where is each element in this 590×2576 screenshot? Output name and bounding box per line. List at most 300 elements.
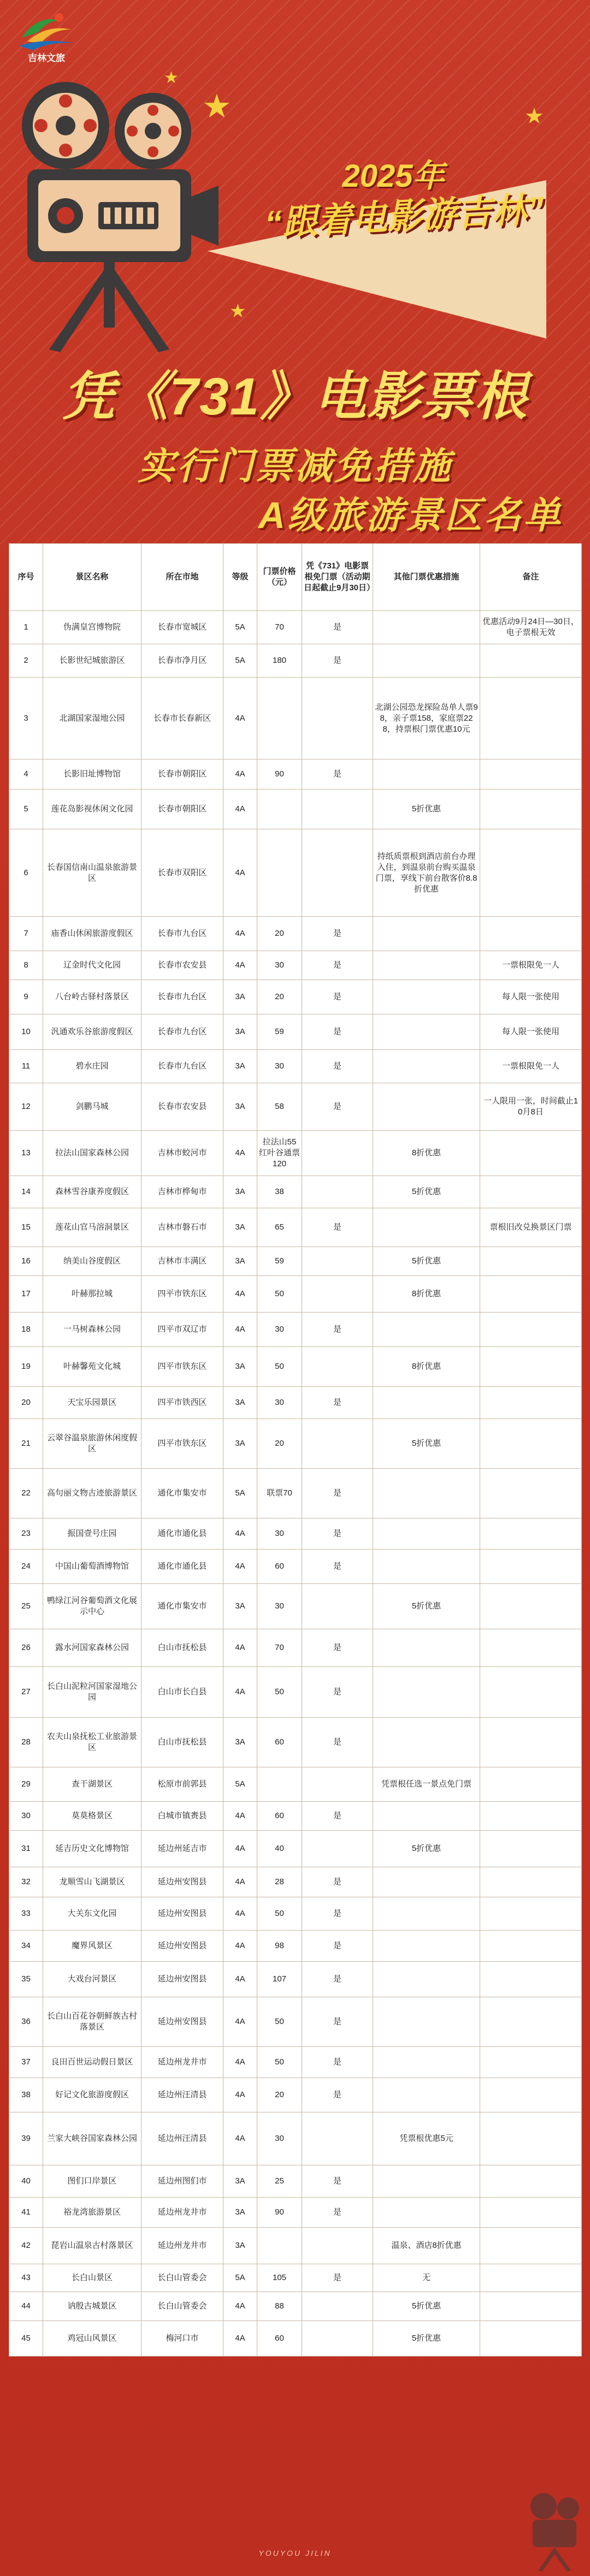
cell-other (373, 917, 480, 951)
table-row (9, 1867, 582, 1897)
cell-free (302, 2321, 373, 2357)
cell-note (480, 759, 582, 790)
cell-free: 是 (302, 1469, 373, 1518)
cell-name: 叶赫那拉城 (43, 1276, 141, 1313)
cell-no: 10 (9, 1014, 43, 1050)
cell-price: 30 (257, 2112, 302, 2165)
cell-price (257, 2228, 302, 2264)
cell-note (480, 1347, 582, 1387)
cell-price: 50 (257, 2047, 302, 2078)
cell-price: 70 (257, 1629, 302, 1667)
cell-city: 通化市集安市 (141, 1469, 223, 1518)
cell-note: 一人限用一张，时间截止10月8日 (480, 1083, 582, 1131)
cell-other: 5折优惠 (373, 1419, 480, 1469)
cell-name: 莫莫格景区 (43, 1802, 141, 1831)
cell-free: 是 (302, 644, 373, 678)
table-row (9, 790, 582, 829)
cell-level: 4A (223, 2047, 257, 2078)
cell-note (480, 2198, 582, 2228)
cell-price: 50 (257, 1347, 302, 1387)
cell-city: 长白山管委会 (141, 2264, 223, 2292)
cell-price: 40 (257, 1831, 302, 1867)
cell-name: 良田百世运动假日景区 (43, 2047, 141, 2078)
cell-name: 鸭绿江河谷葡萄酒文化展示中心 (43, 1584, 141, 1629)
cell-other (373, 1897, 480, 1931)
cell-price: 20 (257, 1419, 302, 1469)
cell-no: 20 (9, 1387, 43, 1419)
cell-free: 是 (302, 1667, 373, 1718)
table-row (9, 1347, 582, 1387)
cell-free: 是 (302, 1962, 373, 1997)
cell-note (480, 2292, 582, 2321)
cell-no: 41 (9, 2198, 43, 2228)
cell-no: 35 (9, 1962, 43, 1997)
cell-city: 四平市双辽市 (141, 1313, 223, 1347)
cell-free (302, 1276, 373, 1313)
cell-city: 长春市九台区 (141, 1014, 223, 1050)
cell-city: 长春市朝阳区 (141, 790, 223, 829)
cell-note (480, 1931, 582, 1962)
cell-level: 5A (223, 1767, 257, 1802)
cell-level: 4A (223, 1997, 257, 2047)
cell-level: 5A (223, 1469, 257, 1518)
cell-no: 43 (9, 2264, 43, 2292)
cell-other: 无 (373, 2264, 480, 2292)
cell-price: 105 (257, 2264, 302, 2292)
small-film-camera-icon (524, 2490, 585, 2572)
cell-other (373, 980, 480, 1014)
table-row (9, 1050, 582, 1083)
cell-no: 26 (9, 1629, 43, 1667)
cell-note (480, 2264, 582, 2292)
cell-name: 长影世纪城旅游区 (43, 644, 141, 678)
cell-city: 松原市前郭县 (141, 1767, 223, 1802)
cell-note (480, 1276, 582, 1313)
cell-no: 42 (9, 2228, 43, 2264)
cell-price: 50 (257, 1997, 302, 2047)
cell-free: 是 (302, 2264, 373, 2292)
cell-note (480, 1419, 582, 1469)
header-name: 景区名称 (43, 544, 141, 611)
cell-price: 30 (257, 1518, 302, 1550)
table-row (9, 1997, 582, 2047)
cell-free (302, 1247, 373, 1276)
cell-free: 是 (302, 951, 373, 980)
cell-price: 90 (257, 2198, 302, 2228)
header-other: 其他门票优惠措施 (373, 544, 480, 611)
table-row (9, 1313, 582, 1347)
cell-city: 延边州安图县 (141, 1867, 223, 1897)
table-row (9, 678, 582, 759)
table-row (9, 2264, 582, 2292)
cell-price: 60 (257, 1550, 302, 1584)
cell-no: 34 (9, 1931, 43, 1962)
cell-note: 一票根限免一人 (480, 1050, 582, 1083)
cell-price (257, 678, 302, 759)
cell-other: 凭票根任选一景点免门票 (373, 1767, 480, 1802)
cell-level: 3A (223, 1347, 257, 1387)
cell-city: 延边州龙井市 (141, 2047, 223, 2078)
cell-name: 长春国信南山温泉旅游景区 (43, 829, 141, 917)
cell-city: 延边州延吉市 (141, 1831, 223, 1867)
cell-name: 碧水庄园 (43, 1050, 141, 1083)
cell-no: 1 (9, 611, 43, 644)
cell-note (480, 1550, 582, 1584)
cell-free (302, 790, 373, 829)
cell-name: 大戏台河景区 (43, 1962, 141, 1997)
cell-city: 长春市农安县 (141, 1083, 223, 1131)
table-row (9, 1131, 582, 1176)
cell-other (373, 1667, 480, 1718)
cell-free: 是 (302, 1208, 373, 1247)
table-row (9, 1014, 582, 1050)
cell-other (373, 1997, 480, 2047)
cell-city: 长春市九台区 (141, 1050, 223, 1083)
star-icon: ★ (524, 104, 544, 128)
cell-note (480, 1176, 582, 1208)
cell-city: 长春市九台区 (141, 980, 223, 1014)
cell-other (373, 759, 480, 790)
cell-level: 3A (223, 1419, 257, 1469)
cell-level: 5A (223, 2264, 257, 2292)
cell-free (302, 1584, 373, 1629)
cell-level: 4A (223, 1867, 257, 1897)
cell-other (373, 2198, 480, 2228)
star-icon: ★ (229, 301, 246, 322)
cell-name: 兰家大峡谷国家森林公园 (43, 2112, 141, 2165)
cell-level: 3A (223, 1247, 257, 1276)
cell-city: 通化市通化县 (141, 1550, 223, 1584)
cell-city: 长春市农安县 (141, 951, 223, 980)
cell-city: 白山市抚松县 (141, 1629, 223, 1667)
cell-name: 北湖国家湿地公园 (43, 678, 141, 759)
cell-no: 25 (9, 1584, 43, 1629)
cell-price (257, 1767, 302, 1802)
cell-free (302, 829, 373, 917)
cell-other: 8折优惠 (373, 1347, 480, 1387)
table-row (9, 1718, 582, 1767)
cell-price: 30 (257, 1584, 302, 1629)
cell-name: 庙香山休闲旅游度假区 (43, 917, 141, 951)
cell-price (257, 790, 302, 829)
table-row (9, 1584, 582, 1629)
cell-no: 19 (9, 1347, 43, 1387)
cell-city: 长白山管委会 (141, 2292, 223, 2321)
cell-price: 107 (257, 1962, 302, 1997)
cell-name: 叶赫馨苑文化城 (43, 1347, 141, 1387)
cell-note (480, 2228, 582, 2264)
cell-level: 4A (223, 1962, 257, 1997)
headline-list-title: A级旅游景区名单 (258, 495, 563, 536)
cell-name: 纳美山谷度假区 (43, 1247, 141, 1276)
cell-no: 36 (9, 1997, 43, 2047)
cell-price: 58 (257, 1083, 302, 1131)
cell-free: 是 (302, 1718, 373, 1767)
table-row (9, 1550, 582, 1584)
cell-note (480, 2112, 582, 2165)
cell-city: 长春市双阳区 (141, 829, 223, 917)
cell-name: 大关东文化园 (43, 1897, 141, 1931)
jilin-culture-tourism-logo-icon (16, 8, 76, 57)
cell-no: 24 (9, 1550, 43, 1584)
cell-level: 4A (223, 1313, 257, 1347)
cell-no: 39 (9, 2112, 43, 2165)
cell-free: 是 (302, 1802, 373, 1831)
cell-note: 优惠活动9月24日—30日，电子票根无效 (480, 611, 582, 644)
cell-price: 拉法山55 红叶谷通票120 (257, 1131, 302, 1176)
cell-name: 汎通欢乐谷旅游度假区 (43, 1014, 141, 1050)
cell-city: 延边州龙井市 (141, 2228, 223, 2264)
table-row (9, 1083, 582, 1131)
cell-no: 27 (9, 1667, 43, 1718)
hero-year: 2025年 (342, 158, 445, 194)
cell-free: 是 (302, 1550, 373, 1584)
cell-price: 59 (257, 1247, 302, 1276)
cell-level: 4A (223, 759, 257, 790)
table-row (9, 2165, 582, 2198)
cell-free (302, 1176, 373, 1208)
cell-note (480, 1802, 582, 1831)
cell-name: 莲花山官马溶洞景区 (43, 1208, 141, 1247)
cell-no: 28 (9, 1718, 43, 1767)
star-icon: ★ (202, 88, 232, 124)
cell-note (480, 1962, 582, 1997)
cell-city: 白城市镇赉县 (141, 1802, 223, 1831)
cell-note: 一票根限免一人 (480, 951, 582, 980)
cell-city: 延边州图们市 (141, 2165, 223, 2198)
cell-no: 12 (9, 1083, 43, 1131)
cell-no: 38 (9, 2078, 43, 2112)
cell-level: 3A (223, 1083, 257, 1131)
cell-level: 3A (223, 1208, 257, 1247)
cell-no: 7 (9, 917, 43, 951)
cell-no: 40 (9, 2165, 43, 2198)
cell-name: 好记文化旅游度假区 (43, 2078, 141, 2112)
cell-no: 6 (9, 829, 43, 917)
cell-level: 4A (223, 790, 257, 829)
header-note: 备注 (480, 544, 582, 611)
cell-city: 白山市抚松县 (141, 1718, 223, 1767)
cell-free (302, 2228, 373, 2264)
cell-free (302, 2112, 373, 2165)
table-row (9, 1962, 582, 1997)
cell-free (302, 2292, 373, 2321)
cell-level: 3A (223, 2165, 257, 2198)
cell-price: 59 (257, 1014, 302, 1050)
cell-free: 是 (302, 1518, 373, 1550)
cell-no: 33 (9, 1897, 43, 1931)
cell-note (480, 1469, 582, 1518)
cell-note (480, 1629, 582, 1667)
cell-other: 5折优惠 (373, 1831, 480, 1867)
cell-level: 4A (223, 1931, 257, 1962)
cell-price: 90 (257, 759, 302, 790)
cell-city: 长春市净月区 (141, 644, 223, 678)
cell-other: 北湖公园恐龙探险岛单人票98，亲子票158，家庭票228，持票根门票优惠10元 (373, 678, 480, 759)
cell-other: 5折优惠 (373, 1176, 480, 1208)
cell-level: 4A (223, 1897, 257, 1931)
cell-note (480, 2047, 582, 2078)
cell-no: 32 (9, 1867, 43, 1897)
cell-free: 是 (302, 980, 373, 1014)
table-row (9, 759, 582, 790)
cell-name: 裕龙湾旅游景区 (43, 2198, 141, 2228)
cell-name: 鸡冠山风景区 (43, 2321, 141, 2357)
cell-level: 3A (223, 2228, 257, 2264)
cell-level: 4A (223, 829, 257, 917)
table-row (9, 2321, 582, 2357)
table-row (9, 1518, 582, 1550)
table-row (9, 1767, 582, 1802)
cell-no: 11 (9, 1050, 43, 1083)
cell-other (373, 611, 480, 644)
cell-price: 60 (257, 2321, 302, 2357)
cell-city: 梅河口市 (141, 2321, 223, 2357)
cell-name: 琵岩山温泉古村落景区 (43, 2228, 141, 2264)
cell-note (480, 1718, 582, 1767)
table-row (9, 1469, 582, 1518)
cell-other (373, 1518, 480, 1550)
cell-note (480, 1897, 582, 1931)
logo-text: 吉林文旅 (28, 53, 65, 63)
headline-ticket-stub: 凭《731》电影票根 (62, 367, 528, 426)
cell-name: 长白山景区 (43, 2264, 141, 2292)
cell-note (480, 644, 582, 678)
cell-no: 23 (9, 1518, 43, 1550)
cell-level: 4A (223, 2292, 257, 2321)
cell-level: 5A (223, 611, 257, 644)
cell-price (257, 829, 302, 917)
cell-note (480, 1387, 582, 1419)
table-row (9, 917, 582, 951)
cell-note (480, 1667, 582, 1718)
cell-level: 4A (223, 1131, 257, 1176)
headline-discount: 实行门票减免措施 (137, 446, 452, 487)
cell-other (373, 1962, 480, 1997)
table-row (9, 1629, 582, 1667)
cell-other (373, 1802, 480, 1831)
cell-other: 5折优惠 (373, 2321, 480, 2357)
cell-other: 5折优惠 (373, 1584, 480, 1629)
cell-price: 70 (257, 611, 302, 644)
cell-note: 每人限一张使用 (480, 1014, 582, 1050)
table-row (9, 1208, 582, 1247)
cell-level: 4A (223, 2321, 257, 2357)
cell-price: 98 (257, 1931, 302, 1962)
hero-slogan: “跟着电影游吉林” (263, 189, 545, 244)
cell-city: 延边州安图县 (141, 1962, 223, 1997)
cell-price: 30 (257, 1313, 302, 1347)
cell-free: 是 (302, 1313, 373, 1347)
cell-other (373, 1629, 480, 1667)
cell-name: 莲花岛影视休闲文化园 (43, 790, 141, 829)
cell-no: 22 (9, 1469, 43, 1518)
cell-level: 4A (223, 1802, 257, 1831)
cell-city: 白山市长白县 (141, 1667, 223, 1718)
cell-city: 四平市铁东区 (141, 1347, 223, 1387)
table-row (9, 1387, 582, 1419)
cell-free: 是 (302, 2047, 373, 2078)
scenic-area-table-container (9, 543, 581, 2357)
table-row (9, 951, 582, 980)
table-row (9, 1831, 582, 1867)
cell-no: 13 (9, 1131, 43, 1176)
cell-level: 4A (223, 1831, 257, 1867)
cell-other (373, 951, 480, 980)
cell-level: 3A (223, 1584, 257, 1629)
cell-city: 长春市九台区 (141, 917, 223, 951)
cell-name: 拉法山国家森林公园 (43, 1131, 141, 1176)
cell-level: 3A (223, 2198, 257, 2228)
cell-no: 9 (9, 980, 43, 1014)
cell-city: 四平市铁东区 (141, 1276, 223, 1313)
scenic-area-table (9, 543, 582, 2357)
cell-note (480, 2078, 582, 2112)
cell-note (480, 1247, 582, 1276)
cell-price: 50 (257, 1897, 302, 1931)
cell-note (480, 1131, 582, 1176)
cell-city: 延边州安图县 (141, 1897, 223, 1931)
table-row (9, 2292, 582, 2321)
cell-name: 农夫山泉抚松工业旅游景区 (43, 1718, 141, 1767)
cell-level: 4A (223, 678, 257, 759)
cell-free: 是 (302, 1050, 373, 1083)
cell-no: 30 (9, 1802, 43, 1831)
cell-price: 50 (257, 1667, 302, 1718)
cell-other: 持纸质票根到酒店前台办理入住，到温泉前台购买温泉门票，享线下前台散客价8.8折优惠 (373, 829, 480, 917)
cell-other (373, 1083, 480, 1131)
cell-city: 通化市集安市 (141, 1584, 223, 1629)
cell-level: 3A (223, 980, 257, 1014)
cell-no: 14 (9, 1176, 43, 1208)
table-header-row (9, 544, 582, 611)
table-row (9, 829, 582, 917)
cell-city: 长春市宽城区 (141, 611, 223, 644)
cell-name: 图们口岸景区 (43, 2165, 141, 2198)
cell-name: 辽金时代文化园 (43, 951, 141, 980)
cell-free: 是 (302, 2078, 373, 2112)
cell-free (302, 1347, 373, 1387)
cell-other (373, 1718, 480, 1767)
table-row (9, 644, 582, 678)
cell-other (373, 1387, 480, 1419)
cell-level: 4A (223, 917, 257, 951)
cell-no: 29 (9, 1767, 43, 1802)
table-row (9, 1897, 582, 1931)
cell-city: 长春市长春新区 (141, 678, 223, 759)
cell-no: 37 (9, 2047, 43, 2078)
cell-level: 4A (223, 1667, 257, 1718)
cell-note (480, 1313, 582, 1347)
cell-level: 4A (223, 2078, 257, 2112)
cell-price: 20 (257, 980, 302, 1014)
cell-name: 龙顺雪山飞湖景区 (43, 1867, 141, 1897)
cell-city: 长春市朝阳区 (141, 759, 223, 790)
cell-no: 45 (9, 2321, 43, 2357)
cell-note (480, 2321, 582, 2357)
cell-price: 联票70 (257, 1469, 302, 1518)
cell-free (302, 678, 373, 759)
cell-price: 60 (257, 1802, 302, 1831)
cell-no: 17 (9, 1276, 43, 1313)
cell-name: 天宝乐园景区 (43, 1387, 141, 1419)
cell-price: 20 (257, 2078, 302, 2112)
cell-name: 一马树森林公园 (43, 1313, 141, 1347)
cell-no: 44 (9, 2292, 43, 2321)
cell-name: 魔界风景区 (43, 1931, 141, 1962)
table-body (9, 611, 582, 2357)
cell-free: 是 (302, 1083, 373, 1131)
